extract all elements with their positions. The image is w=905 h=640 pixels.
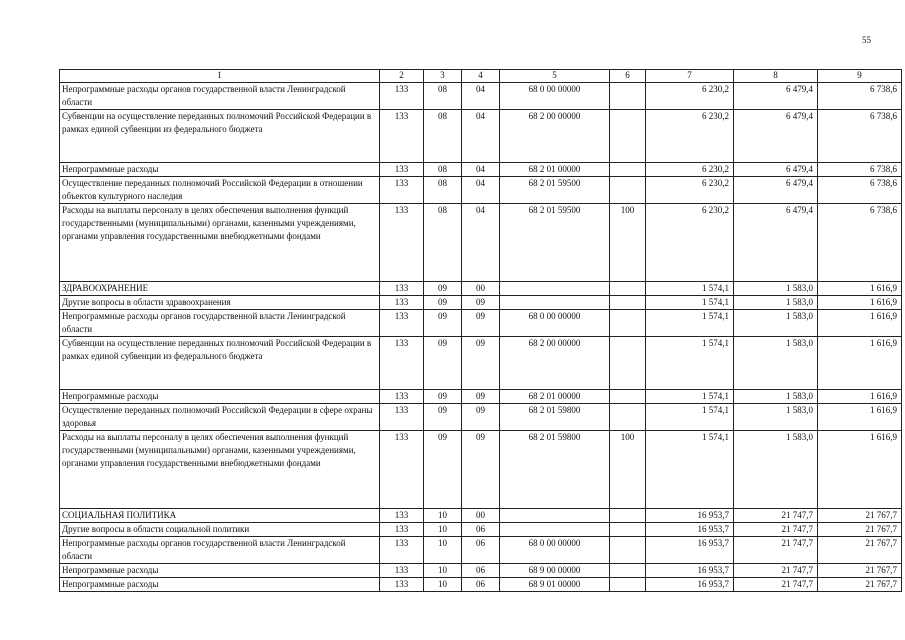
- row-section: 08: [424, 110, 462, 163]
- row-admin-code: 133: [380, 163, 424, 177]
- row-expense-type: [610, 282, 646, 296]
- row-amount-col9: 21 767,7: [818, 578, 902, 592]
- row-section: 10: [424, 578, 462, 592]
- row-admin-code: 133: [380, 523, 424, 537]
- row-section: 08: [424, 177, 462, 204]
- header-cell-6: 6: [610, 70, 646, 83]
- row-amount-col7: 1 574,1: [646, 282, 734, 296]
- table-row: [60, 310, 902, 337]
- row-amount-col7: 1 574,1: [646, 431, 734, 509]
- row-subsection: 06: [462, 537, 500, 564]
- row-target-article: 68 2 01 00000: [500, 390, 610, 404]
- row-amount-col7: 6 230,2: [646, 204, 734, 282]
- row-expense-type: [610, 110, 646, 163]
- row-admin-code: 133: [380, 110, 424, 163]
- header-cell-3: 3: [424, 70, 462, 83]
- table-row: [60, 564, 902, 578]
- row-description: Непрограммные расходы: [60, 578, 380, 592]
- table-row: [60, 509, 902, 523]
- row-subsection: 04: [462, 163, 500, 177]
- row-expense-type: [610, 509, 646, 523]
- row-section: 09: [424, 282, 462, 296]
- row-target-article: 68 9 01 00000: [500, 578, 610, 592]
- row-expense-type: [610, 523, 646, 537]
- table-row: [60, 282, 902, 296]
- header-cell-2: 2: [380, 70, 424, 83]
- row-subsection: 09: [462, 310, 500, 337]
- row-amount-col7: 16 953,7: [646, 578, 734, 592]
- row-target-article: [500, 296, 610, 310]
- row-section: 09: [424, 337, 462, 390]
- row-amount-col8: 6 479,4: [734, 204, 818, 282]
- row-section: 10: [424, 509, 462, 523]
- row-description: Непрограммные расходы органов государственной власти Ленинградской области: [60, 83, 380, 110]
- row-admin-code: 133: [380, 310, 424, 337]
- row-section: 10: [424, 523, 462, 537]
- row-section: 10: [424, 537, 462, 564]
- row-subsection: 00: [462, 282, 500, 296]
- row-admin-code: 133: [380, 509, 424, 523]
- row-amount-col8: 21 747,7: [734, 564, 818, 578]
- row-admin-code: 133: [380, 390, 424, 404]
- row-section: 08: [424, 163, 462, 177]
- row-subsection: 09: [462, 404, 500, 431]
- row-admin-code: 133: [380, 296, 424, 310]
- page-number: 55: [862, 35, 871, 45]
- row-description: Субвенции на осуществление переданных полномочий Российской Федерации в рамках единой субвенции из федерального бюджета: [60, 110, 380, 163]
- table-row: [60, 337, 902, 390]
- row-amount-col8: 1 583,0: [734, 337, 818, 390]
- row-amount-col7: 6 230,2: [646, 83, 734, 110]
- row-amount-col7: 1 574,1: [646, 310, 734, 337]
- row-description: Расходы на выплаты персоналу в целях обеспечения выполнения функций государственными (муниципальными) органами, казенными учреждениями, органами управления государственными внебюджетными фондами: [60, 431, 380, 509]
- row-amount-col7: 1 574,1: [646, 296, 734, 310]
- row-amount-col7: 6 230,2: [646, 110, 734, 163]
- row-target-article: 68 2 01 00000: [500, 163, 610, 177]
- row-admin-code: 133: [380, 564, 424, 578]
- row-expense-type: [610, 537, 646, 564]
- table-row: [60, 177, 902, 204]
- row-target-article: 68 2 01 59800: [500, 431, 610, 509]
- row-description: Непрограммные расходы: [60, 163, 380, 177]
- row-target-article: 68 2 01 59500: [500, 204, 610, 282]
- row-expense-type: [610, 177, 646, 204]
- row-amount-col9: 21 767,7: [818, 537, 902, 564]
- table-row: [60, 110, 902, 163]
- header-cell-8: 8: [734, 70, 818, 83]
- row-amount-col7: 1 574,1: [646, 337, 734, 390]
- row-expense-type: [610, 337, 646, 390]
- row-section: 09: [424, 404, 462, 431]
- row-amount-col9: 1 616,9: [818, 337, 902, 390]
- table-row: [60, 163, 902, 177]
- row-expense-type: [610, 578, 646, 592]
- row-target-article: [500, 509, 610, 523]
- table-row: [60, 578, 902, 592]
- row-amount-col9: 1 616,9: [818, 310, 902, 337]
- row-target-article: 68 0 00 00000: [500, 310, 610, 337]
- row-amount-col9: 6 738,6: [818, 177, 902, 204]
- row-admin-code: 133: [380, 177, 424, 204]
- row-description: Непрограммные расходы органов государственной власти Ленинградской области: [60, 310, 380, 337]
- row-admin-code: 133: [380, 282, 424, 296]
- table-row: [60, 204, 902, 282]
- row-subsection: 04: [462, 177, 500, 204]
- row-amount-col8: 6 479,4: [734, 83, 818, 110]
- row-amount-col9: 6 738,6: [818, 110, 902, 163]
- row-subsection: 04: [462, 83, 500, 110]
- row-subsection: 09: [462, 431, 500, 509]
- table-row: [60, 537, 902, 564]
- row-description: Другие вопросы в области социальной политики: [60, 523, 380, 537]
- table-row: [60, 83, 902, 110]
- row-subsection: 09: [462, 296, 500, 310]
- header-row: [60, 70, 902, 83]
- header-cell-1: 1: [60, 70, 380, 83]
- header-cell-4: 4: [462, 70, 500, 83]
- row-amount-col8: 6 479,4: [734, 177, 818, 204]
- row-expense-type: [610, 83, 646, 110]
- row-expense-type: 100: [610, 204, 646, 282]
- row-expense-type: [610, 296, 646, 310]
- row-section: 09: [424, 296, 462, 310]
- row-amount-col9: 6 738,6: [818, 163, 902, 177]
- row-amount-col9: 21 767,7: [818, 564, 902, 578]
- row-section: 08: [424, 83, 462, 110]
- row-section: 09: [424, 431, 462, 509]
- row-amount-col8: 21 747,7: [734, 578, 818, 592]
- header-cell-5: 5: [500, 70, 610, 83]
- row-section: 08: [424, 204, 462, 282]
- row-amount-col9: 1 616,9: [818, 296, 902, 310]
- table-row: [60, 404, 902, 431]
- header-cell-9: 9: [818, 70, 902, 83]
- row-amount-col7: 16 953,7: [646, 564, 734, 578]
- row-admin-code: 133: [380, 431, 424, 509]
- row-amount-col9: 21 767,7: [818, 509, 902, 523]
- row-amount-col7: 16 953,7: [646, 509, 734, 523]
- row-amount-col8: 1 583,0: [734, 310, 818, 337]
- row-section: 10: [424, 564, 462, 578]
- row-subsection: 04: [462, 204, 500, 282]
- row-amount-col8: 1 583,0: [734, 282, 818, 296]
- table-row: [60, 296, 902, 310]
- row-subsection: 06: [462, 578, 500, 592]
- row-expense-type: 100: [610, 431, 646, 509]
- row-section: 09: [424, 390, 462, 404]
- row-amount-col9: 1 616,9: [818, 431, 902, 509]
- row-admin-code: 133: [380, 404, 424, 431]
- row-target-article: 68 2 00 00000: [500, 110, 610, 163]
- row-amount-col8: 1 583,0: [734, 390, 818, 404]
- row-description: Осуществление переданных полномочий Российской Федерации в отношении объектов культурного наследия: [60, 177, 380, 204]
- row-amount-col9: 21 767,7: [818, 523, 902, 537]
- row-subsection: 09: [462, 337, 500, 390]
- row-description: Осуществление переданных полномочий Российской Федерации в сфере охраны здоровья: [60, 404, 380, 431]
- row-amount-col8: 21 747,7: [734, 537, 818, 564]
- row-target-article: 68 0 00 00000: [500, 83, 610, 110]
- header-cell-7: 7: [646, 70, 734, 83]
- table-row: [60, 390, 902, 404]
- row-amount-col7: 6 230,2: [646, 163, 734, 177]
- row-description: Непрограммные расходы органов государственной власти Ленинградской области: [60, 537, 380, 564]
- row-amount-col9: 6 738,6: [818, 83, 902, 110]
- row-amount-col8: 1 583,0: [734, 431, 818, 509]
- row-admin-code: 133: [380, 537, 424, 564]
- row-amount-col8: 6 479,4: [734, 163, 818, 177]
- row-target-article: 68 2 01 59500: [500, 177, 610, 204]
- row-subsection: 06: [462, 564, 500, 578]
- row-expense-type: [610, 390, 646, 404]
- row-section: 09: [424, 310, 462, 337]
- row-amount-col7: 16 953,7: [646, 537, 734, 564]
- table-body: [60, 83, 902, 592]
- row-admin-code: 133: [380, 204, 424, 282]
- budget-table: [59, 69, 902, 592]
- row-amount-col8: 21 747,7: [734, 523, 818, 537]
- row-description: Непрограммные расходы: [60, 390, 380, 404]
- row-description: Непрограммные расходы: [60, 564, 380, 578]
- row-admin-code: 133: [380, 578, 424, 592]
- row-amount-col7: 1 574,1: [646, 404, 734, 431]
- row-description: Субвенции на осуществление переданных полномочий Российской Федерации в рамках единой субвенции из федерального бюджета: [60, 337, 380, 390]
- row-expense-type: [610, 310, 646, 337]
- row-amount-col9: 1 616,9: [818, 390, 902, 404]
- table-row: [60, 431, 902, 509]
- row-target-article: 68 0 00 00000: [500, 537, 610, 564]
- row-target-article: [500, 523, 610, 537]
- row-amount-col9: 1 616,9: [818, 282, 902, 296]
- row-amount-col7: 6 230,2: [646, 177, 734, 204]
- row-description: Другие вопросы в области здравоохранения: [60, 296, 380, 310]
- row-admin-code: 133: [380, 337, 424, 390]
- row-expense-type: [610, 404, 646, 431]
- row-amount-col8: 1 583,0: [734, 296, 818, 310]
- row-description: СОЦИАЛЬНАЯ ПОЛИТИКА: [60, 509, 380, 523]
- row-amount-col9: 6 738,6: [818, 204, 902, 282]
- row-target-article: 68 2 01 59800: [500, 404, 610, 431]
- row-expense-type: [610, 564, 646, 578]
- row-description: Расходы на выплаты персоналу в целях обеспечения выполнения функций государственными (муниципальными) органами, казенными учреждениями, органами управления государственными внебюджетными фондами: [60, 204, 380, 282]
- row-subsection: 00: [462, 509, 500, 523]
- row-amount-col7: 1 574,1: [646, 390, 734, 404]
- row-amount-col8: 21 747,7: [734, 509, 818, 523]
- row-subsection: 09: [462, 390, 500, 404]
- row-amount-col9: 1 616,9: [818, 404, 902, 431]
- row-subsection: 06: [462, 523, 500, 537]
- row-target-article: 68 2 00 00000: [500, 337, 610, 390]
- row-subsection: 04: [462, 110, 500, 163]
- row-amount-col8: 1 583,0: [734, 404, 818, 431]
- row-target-article: 68 9 00 00000: [500, 564, 610, 578]
- table-row: [60, 523, 902, 537]
- row-description: ЗДРАВООХРАНЕНИЕ: [60, 282, 380, 296]
- row-expense-type: [610, 163, 646, 177]
- row-admin-code: 133: [380, 83, 424, 110]
- row-amount-col7: 16 953,7: [646, 523, 734, 537]
- row-target-article: [500, 282, 610, 296]
- row-amount-col8: 6 479,4: [734, 110, 818, 163]
